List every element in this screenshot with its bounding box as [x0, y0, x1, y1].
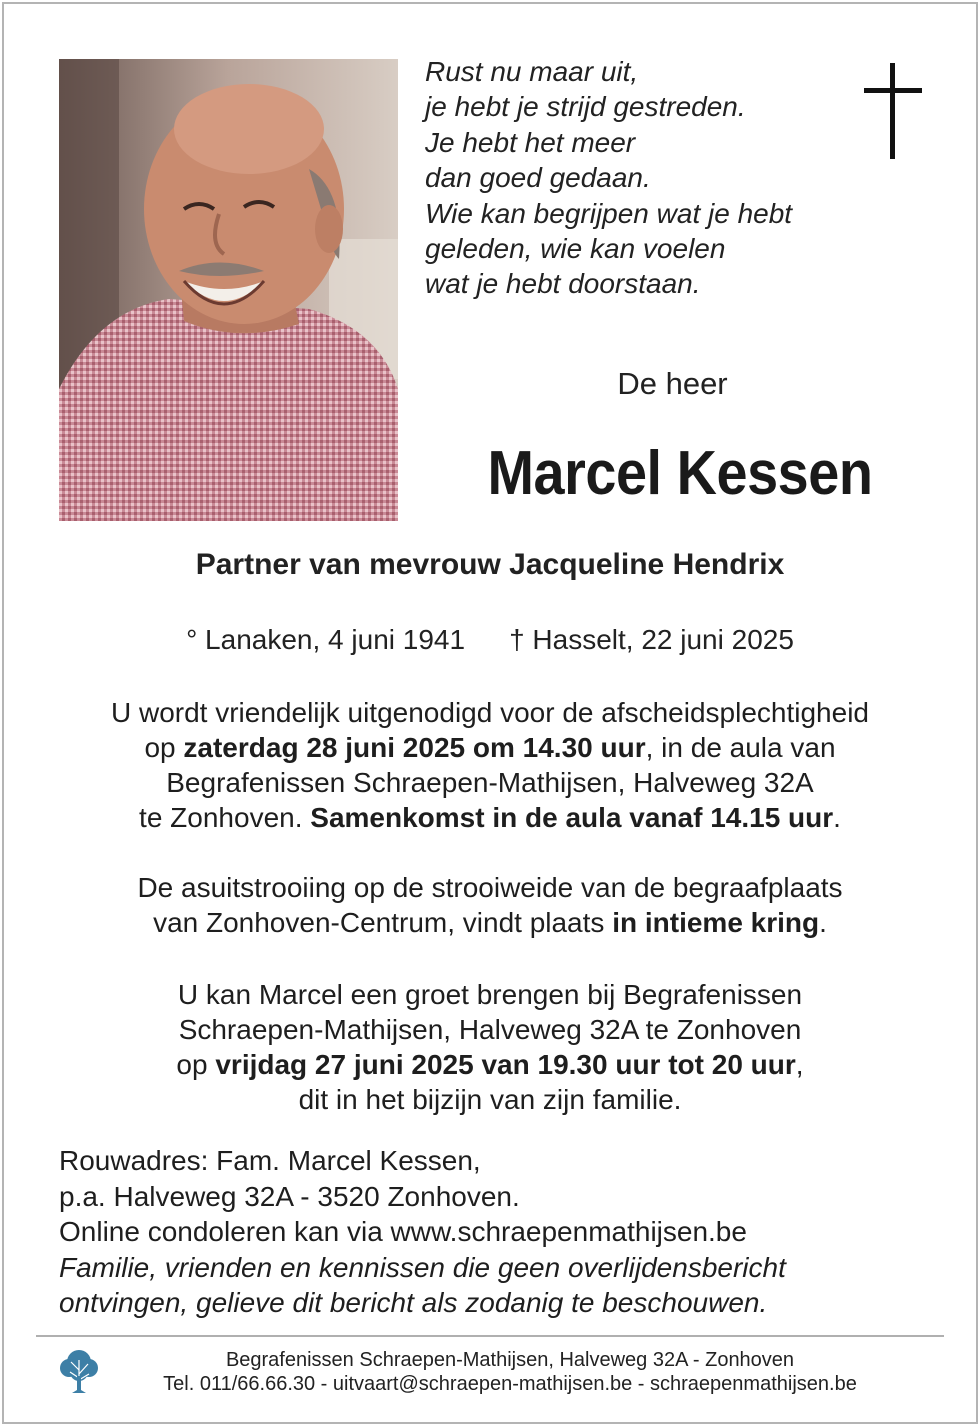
text-line: U wordt vriendelijk uitgenodigd voor de afscheidsplechtigheid — [110, 697, 869, 728]
poem-line: Wie kan begrijpen wat je hebt — [425, 197, 793, 229]
poem-line: dan goed gedaan. — [425, 162, 651, 194]
text-line: ontvingen, gelieve dit bericht als zodanig te beschouwen. — [59, 1287, 768, 1318]
honorific: De heer — [617, 366, 728, 401]
text-line: op zaterdag 28 juni 2025 om 14.30 uur, in de aula van — [144, 732, 836, 763]
address-block — [59, 1143, 786, 1321]
text-line: Familie, vrienden en kennissen die geen overlijdensbericht — [59, 1251, 786, 1283]
text-line: Online condoleren kan via www.schraepenmathijsen.be — [59, 1216, 747, 1247]
text-line: Rouwadres: Fam. Marcel Kessen, — [59, 1145, 481, 1176]
portrait-photo — [59, 59, 398, 521]
tree-icon — [58, 1348, 100, 1396]
scattering-paragraph — [0, 870, 980, 940]
poem-line: Rust nu maar uit, — [425, 56, 639, 87]
text-line: van Zonhoven-Centrum, vindt plaats in intieme kring. — [153, 907, 827, 938]
poem-line: je hebt je strijd gestreden. — [425, 91, 746, 123]
deceased-name: Marcel Kessen — [487, 439, 873, 508]
undertaker-contact: Tel. 011/66.66.30 - uitvaart@schraepen-mathijsen.be - schraepenmathijsen.be — [163, 1373, 857, 1395]
ceremony-paragraph — [0, 695, 980, 835]
poem — [425, 54, 845, 302]
text-line: U kan Marcel een groet brengen bij Begrafenissen — [177, 979, 803, 1010]
poem-line: Je hebt het meer — [425, 126, 636, 158]
birth-date: ° Lanaken, 4 juni 1941 — [186, 624, 466, 655]
divider — [36, 1335, 944, 1337]
life-dates — [0, 624, 980, 656]
undertaker-info — [100, 1348, 920, 1396]
text-line: Schraepen-Mathijsen, Halveweg 32A te Zonhoven — [178, 1014, 802, 1045]
text-line: op vrijdag 27 juni 2025 van 19.30 uur tot 20 uur, — [176, 1049, 804, 1080]
text-line: te Zonhoven. Samenkomst in de aula vanaf 14.15 uur. — [139, 802, 841, 833]
partner-line: Partner van mevrouw Jacqueline Hendrix — [195, 548, 785, 581]
text-line: dit in het bijzijn van zijn familie. — [298, 1084, 682, 1115]
undertaker-address: Begrafenissen Schraepen-Mathijsen, Halveweg 32A - Zonhoven — [225, 1349, 795, 1371]
visitation-paragraph — [0, 977, 980, 1117]
text-line: p.a. Halveweg 32A - 3520 Zonhoven. — [59, 1180, 520, 1212]
poem-line: geleden, wie kan voelen — [425, 233, 726, 265]
poem-line: wat je hebt doorstaan. — [425, 268, 701, 300]
cross-icon — [864, 63, 922, 159]
text-line: Begrafenissen Schraepen-Mathijsen, Halveweg 32A — [166, 767, 814, 798]
death-date: † Hasselt, 22 juni 2025 — [509, 624, 794, 655]
text-line: De asuitstrooiing op de strooiweide van de begraafplaats — [137, 872, 843, 903]
